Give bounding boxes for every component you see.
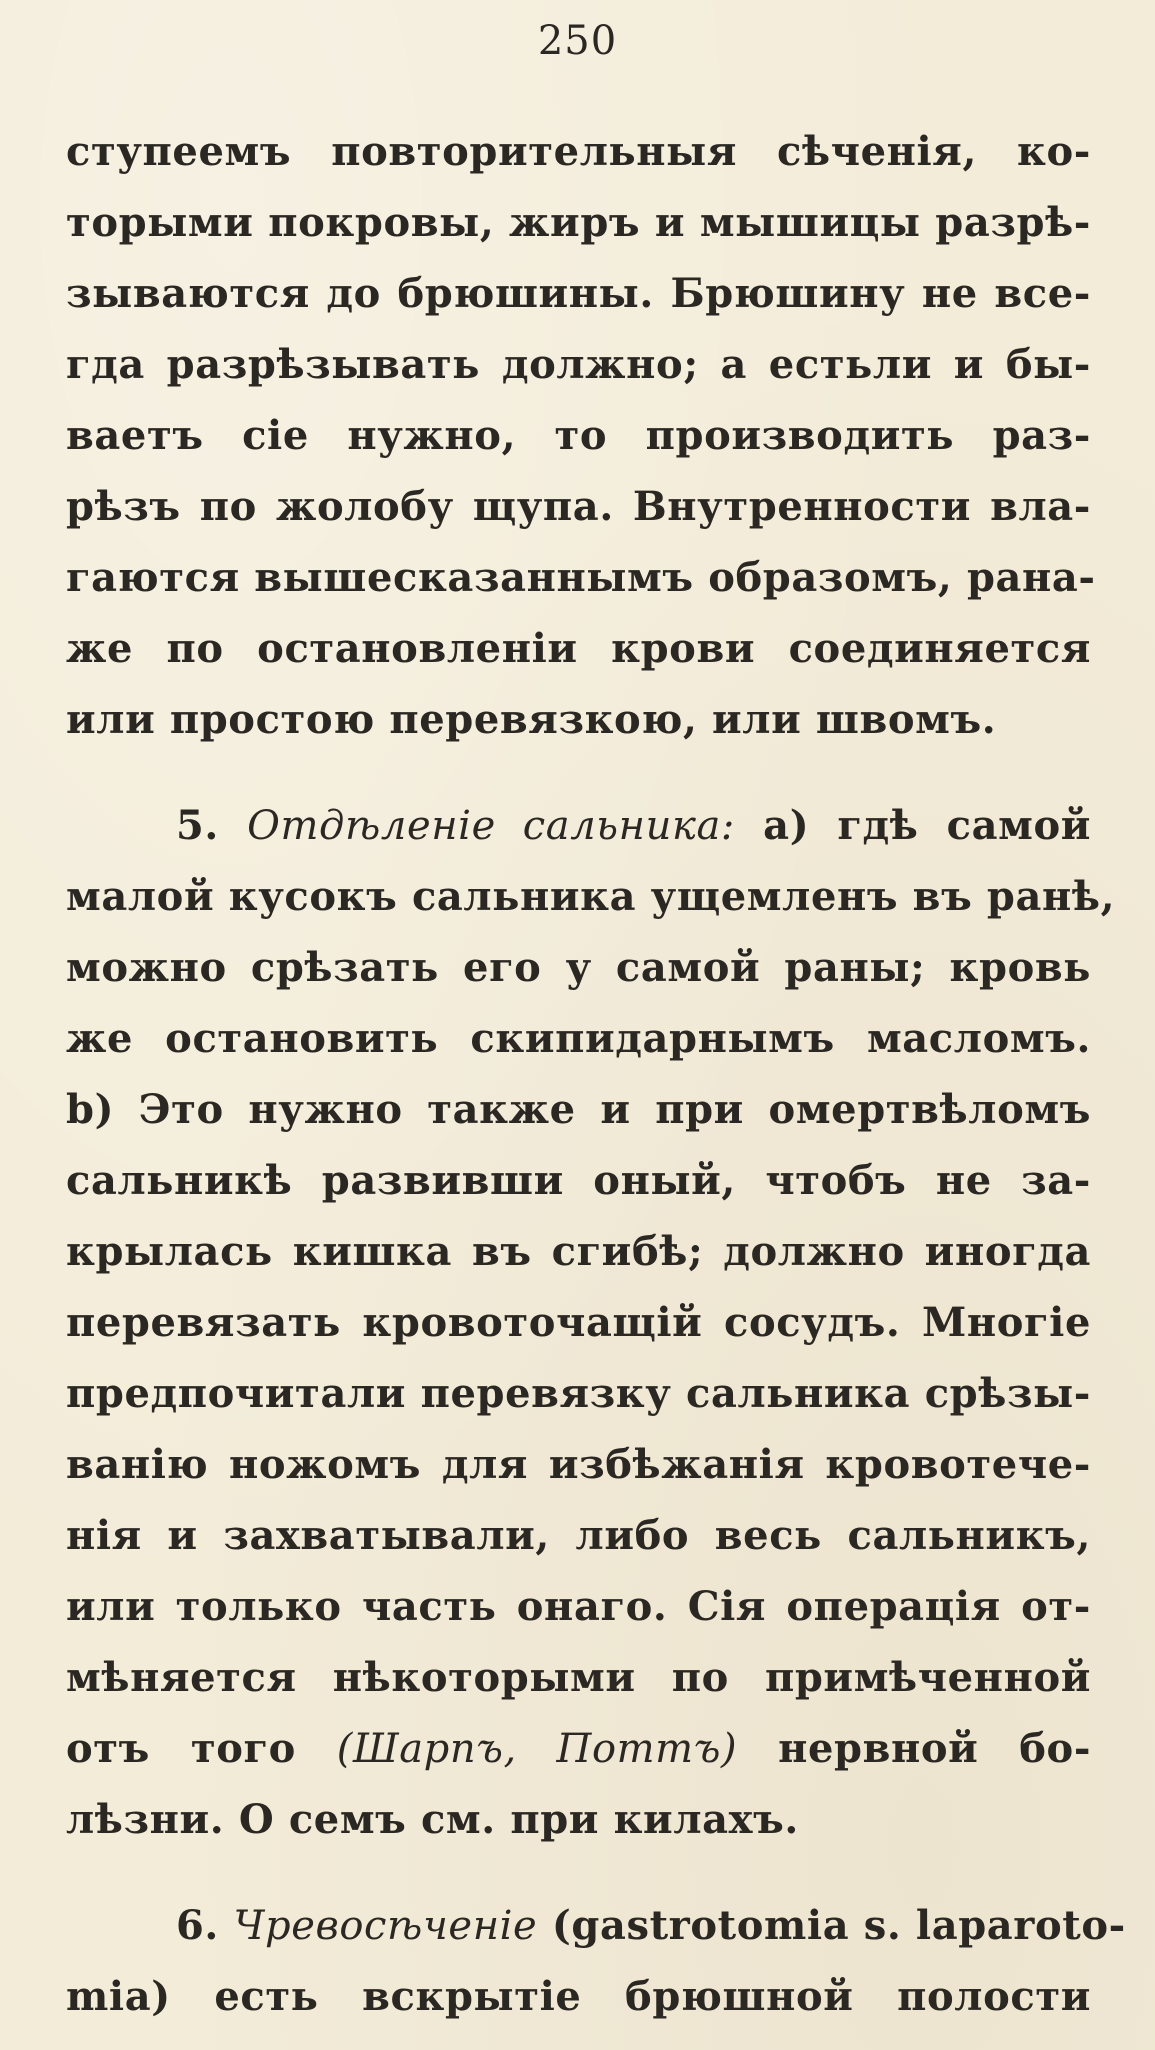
- text-line: малой кусокъ сальника ущемленъ въ ранѣ,: [66, 873, 1116, 920]
- paragraph-gap: [66, 755, 1091, 790]
- text-line: гаются вышесказаннымъ образомъ, рана-: [66, 554, 1096, 601]
- text-line: торыми покровы, жиръ и мышицы разрѣ-: [66, 199, 1091, 246]
- text-line: ваетъ сіе нужно, то производить раз-: [66, 412, 1091, 459]
- text-fragment: (gastrotomia s. laparoto-: [551, 1902, 1126, 1949]
- section-number: 5.: [176, 802, 219, 849]
- citation: (Шарпъ, Поттъ): [336, 1726, 738, 1772]
- text-fragment: нервной бо-: [778, 1725, 1092, 1772]
- body-text: [66, 116, 1126, 2032]
- text-line: зываются до брюшины. Брюшину не все-: [66, 270, 1091, 317]
- text-line: же по остановленіи крови соединяется: [66, 625, 1091, 672]
- text-line: нія и захватывали, либо весь сальникъ,: [66, 1512, 1091, 1559]
- section-5-first-line: [66, 790, 1091, 861]
- text-line: гда разрѣзывать должно; а естьли и бы-: [66, 341, 1091, 388]
- text-line: же остановить скипидарнымъ масломъ.: [66, 1015, 1091, 1062]
- section-6-first-line: [66, 1890, 1126, 1961]
- text-line: крылась кишка въ сгибѣ; должно иногда: [66, 1228, 1091, 1275]
- text-line-with-citation: [66, 1713, 1091, 1784]
- text-line: или только часть онаго. Сія операція от-: [66, 1583, 1091, 1630]
- text-line: b) Это нужно также и при омертвѣломъ: [66, 1086, 1091, 1133]
- section-heading: Отдѣленіе сальника:: [247, 803, 736, 849]
- section-number: 6.: [176, 1902, 219, 1949]
- text-fragment: а) гдѣ самой: [763, 802, 1091, 849]
- text-line: ванію ножомъ для избѣжанія кровотече-: [66, 1441, 1091, 1488]
- text-line: сальникѣ развивши оный, чтобъ не за-: [66, 1157, 1091, 1204]
- text-fragment: отъ того: [66, 1725, 296, 1772]
- text-line: mia) есть вскрытіе брюшной полости: [66, 1973, 1091, 2020]
- text-line: лѣзни. О семъ см. при килахъ.: [66, 1796, 799, 1843]
- text-line: или простою перевязкою, или швомъ.: [66, 696, 997, 743]
- paragraph-gap: [66, 1855, 1091, 1890]
- text-line: ступеемъ повторительныя сѣченія, ко-: [66, 128, 1091, 175]
- text-line: перевязать кровоточащій сосудъ. Многіе: [66, 1299, 1091, 1346]
- text-line: мѣняется нѣкоторыми по примѣченной: [66, 1654, 1091, 1701]
- section-heading: Чревосѣченіе: [233, 1903, 538, 1949]
- text-line: предпочитали перевязку сальника срѣзы-: [66, 1370, 1091, 1417]
- page-number: 250: [537, 18, 618, 64]
- text-line: рѣзъ по жолобу щупа. Внутренности вла-: [66, 483, 1091, 530]
- text-line: можно срѣзать его у самой раны; кровь: [66, 944, 1091, 991]
